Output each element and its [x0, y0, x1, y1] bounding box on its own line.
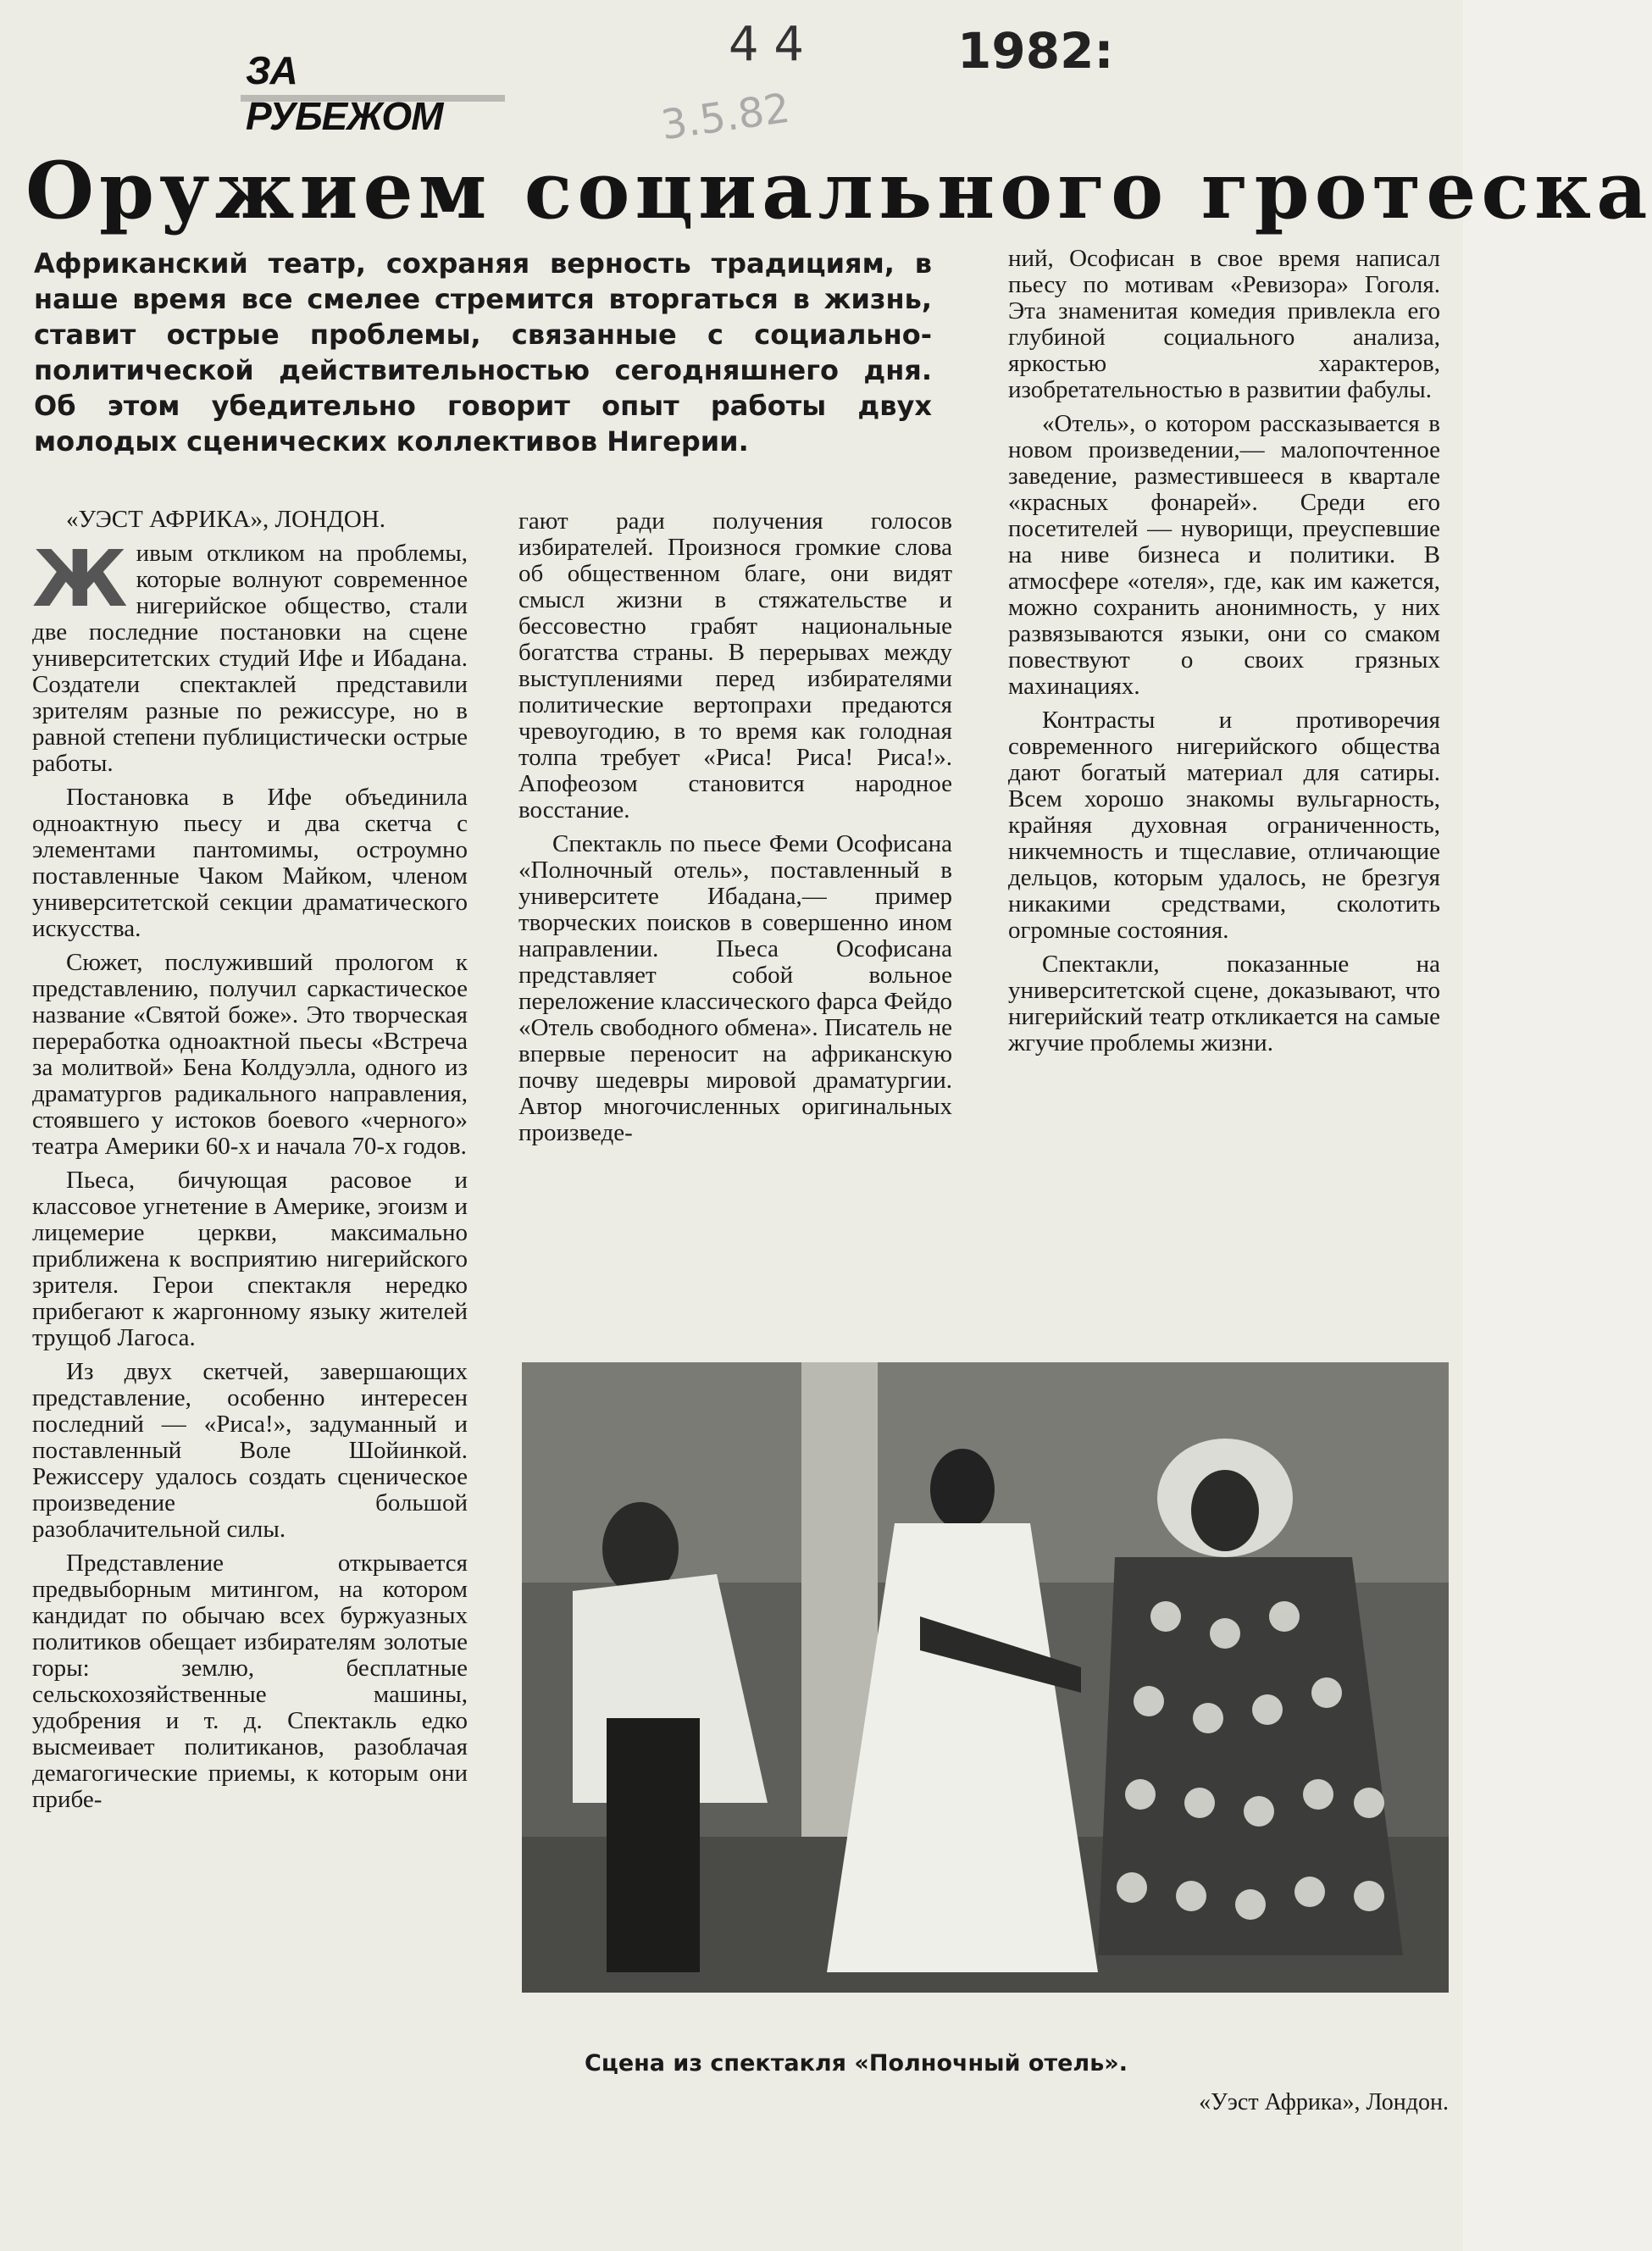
photo-credit: «Уэст Африка», Лондон. [1199, 2089, 1449, 2115]
article-paragraph: Живым откликом на проблемы, которые волнуют современное нигерийское общество, стали две последние постановки на сцене университетских студий Ифе и Ибадана. Создатели спектаклей представили зрителям разные по режиссуре, но в равной степени публицистически острые работы. [32, 534, 468, 777]
article-paragraph: Из двух скетчей, завершающих представление, особенно интересен последний — «Риса!», задуманный и поставленный Воле Шойинкой. Режиссеру удалось создать сценическое произведение большой разоблачительной силы. [32, 1358, 468, 1543]
handwritten-date: 3.5.82 [657, 84, 793, 150]
article-paragraph: Спектакли, показанные на университетской сцене, доказывают, что нигерийский театр откликается на самые жгучие проблемы жизни. [1008, 951, 1440, 1056]
article-paragraph: Постановка в Ифе объединила одноактную пьесу и два скетча с элементами пантомимы, остроумно поставленные Чаком Майком, членом университетской секции драматического искусства. [32, 784, 468, 942]
drop-cap: Ж [32, 534, 128, 624]
article-paragraph: гают ради получения голосов избирателей. Произнося громкие слова об общественном благе, они видят смысл жизни в стяжательстве и бессовестно грабят национальные богатства страны. В перерывах между выступлениями перед избирателями политические вертопрахи предаются чревоугодию, в то время как голодная толпа требует «Риса! Риса! Риса!». Апофеозом становится народное восстание. [518, 507, 952, 823]
handwritten-number: 4 4 [729, 17, 805, 72]
article-paragraph: Представление открывается предвыборным митингом, на котором кандидат по обычаю всех буржуазных политиков обещает избирателям золотые горы: землю, бесплатные сельскохозяйственные машины, удобрения и т. д. Спектакль едко высмеивает политиканов, разоблачая демагогические приемы, к которым они прибе- [32, 1550, 468, 1813]
article-paragraph: Контрасты и противоречия современного нигерийского общества дают богатый материал для сатиры. Всем хорошо знакомы вульгарность, крайняя духовная ограниченность, никчемность и тщеславие, отличающие дельцов, которым удалось, не брезгуя никакими средствами, сколотить огромные состояния. [1008, 707, 1440, 944]
article-headline: Оружием социального гротеска [25, 144, 1652, 236]
stage-photo-illustration [522, 1362, 1449, 1993]
article-column-1 [32, 507, 468, 2235]
article-paragraph: Сюжет, послуживший прологом к представлению, получил саркастическое название «Святой боже». Это творческая переработка одноактной пьесы «Встреча за молитвой» Бена Колдуэлла, одного из драматургов радикального направления, стоявшего у истоков боевого «черного» театра Америки 60-х и начала 70-х годов. [32, 949, 468, 1160]
handwritten-year: 1982: [957, 22, 1114, 80]
article-paragraph: «Отель», о котором рассказывается в новом произведении,— малопочтенное заведение, разместившееся в квартале «красных фонарей». Среди его посетителей — нуворищи, преуспевшие на ниве бизнеса и политики. В атмосфере «отеля», где, как им кажется, можно сохранить анонимность, у них развязываются языки, они со смаком повествуют о своих грязных махинациях. [1008, 410, 1440, 700]
article-lead: Африканский театр, сохраняя верность традициям, в наше время все смелее стремится вторгаться в жизнь, ставит острые проблемы, связанные с социально-политической действительностью сегодняшнего дня. Об этом убедительно говорит опыт работы двух молодых сценических коллективов Нигерии. [34, 247, 932, 457]
article-paragraph: Пьеса, бичующая расовое и классовое угнетение в Америке, эгоизм и лицемерие церкви, максимально приближена к восприятию нигерийского зрителя. Герои спектакля нередко прибегают к жаргонному языку жителей трущоб Лагоса. [32, 1167, 468, 1351]
article-dateline: «УЭСТ АФРИКА», ЛОНДОН. [66, 506, 385, 533]
article-paragraph: ний, Ософисан в свое время написал пьесу по мотивам «Ревизора» Гоголя. Эта знаменитая комедия привлекла его глубиной социального анализа, яркостью характеров, изобретательностью в развитии фабулы. [1008, 245, 1440, 403]
article-paragraph: Спектакль по пьесе Феми Ософисана «Полночный отель», поставленный в университете Ибадана,— пример творческих поисков в совершенно ином направлении. Пьеса Ософисана представляет собой вольное переложение классического фарса Фейдо «Отель свободного обмена». Писатель не впервые переносит на африканскую почву шедевры мировой драматургии. Автор многочисленных оригинальных произведе- [518, 830, 952, 1146]
section-rubric: ЗА РУБЕЖОМ [246, 47, 500, 107]
stage-photo [522, 1362, 1449, 1993]
article-column-3 [1008, 246, 1440, 1347]
article-column-2 [518, 508, 952, 1339]
photo-caption: Сцена из спектакля «Полночный отель». [585, 2050, 1128, 2076]
